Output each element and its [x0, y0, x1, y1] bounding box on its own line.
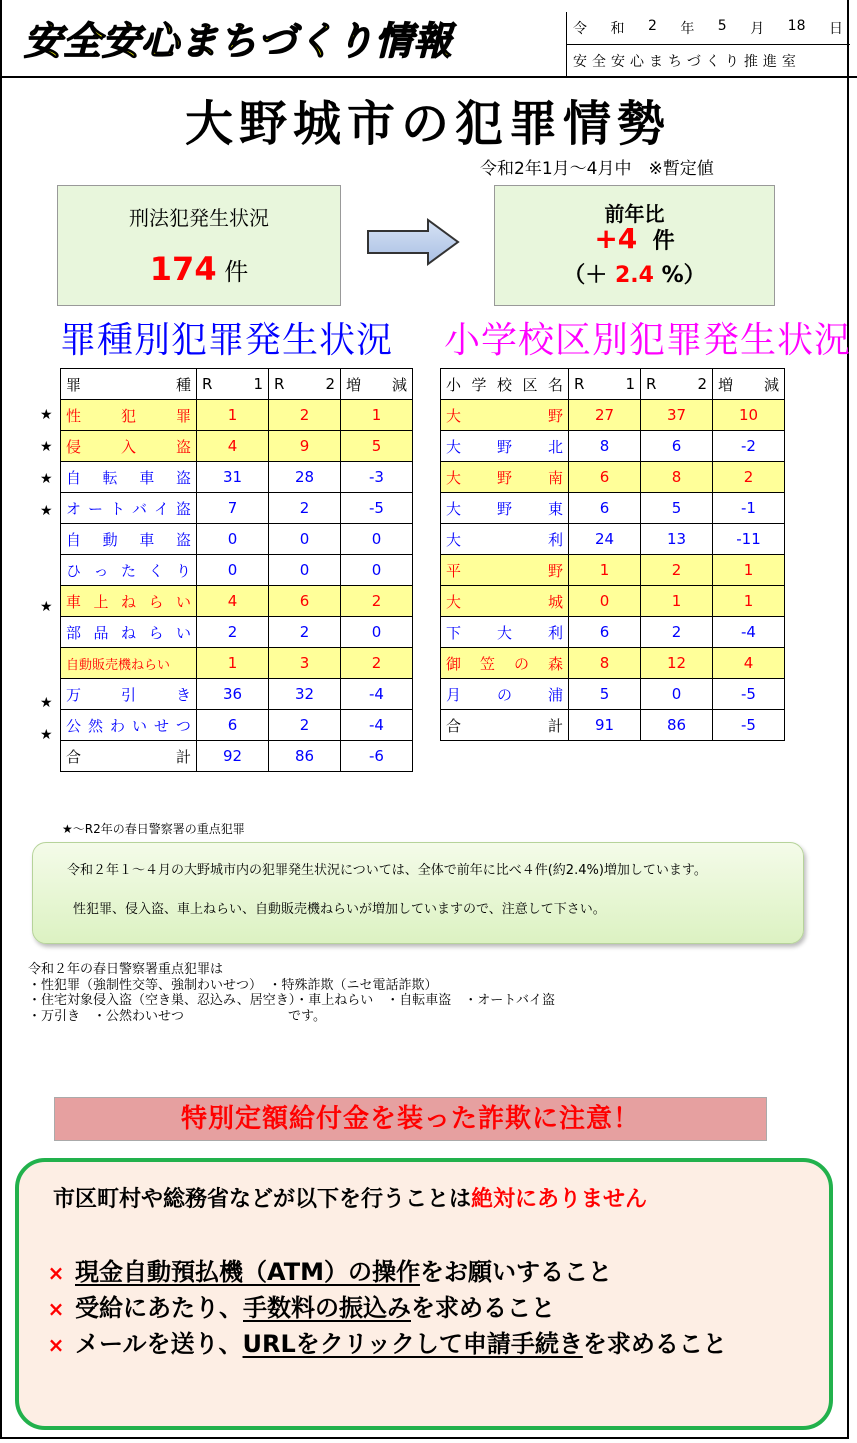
- crime-diff-cell: 1: [341, 400, 413, 431]
- school-diff-cell: -1: [713, 493, 785, 524]
- table-row: [441, 679, 785, 710]
- crime-diff-cell: -4: [341, 679, 413, 710]
- school-r2-cell: 1: [641, 586, 713, 617]
- school-r2-cell: 8: [641, 462, 713, 493]
- crime-r1-cell: 7: [197, 493, 269, 524]
- date-part: 日: [828, 21, 843, 37]
- fraud-notice-box: [15, 1158, 833, 1430]
- date-part: 年: [680, 21, 695, 37]
- org-name: 安全安心まちづくり推進室: [573, 54, 801, 70]
- school-r1-cell: 6: [569, 462, 641, 493]
- school-name-cell: 大 野 東: [441, 493, 569, 524]
- crime-header-cell: R 1: [197, 369, 269, 400]
- school-r2-cell: 13: [641, 524, 713, 555]
- header-divider: [0, 76, 857, 78]
- fraud-notice-heading: [53, 1182, 647, 1213]
- crime-diff-cell: 2: [341, 586, 413, 617]
- crime-r2-cell: 6: [269, 586, 341, 617]
- crime-name-cell: 自 動 車 盗: [61, 524, 197, 555]
- table-row: [61, 586, 413, 617]
- crime-r2-cell: 9: [269, 431, 341, 462]
- school-diff-cell: -4: [713, 617, 785, 648]
- star-icon: ★: [40, 439, 53, 455]
- date-part: 令: [573, 21, 587, 37]
- page-title: 大野城市の犯罪情勢: [184, 96, 671, 152]
- star-icon: ★: [40, 503, 53, 519]
- crime-diff-cell: 2: [341, 648, 413, 679]
- school-r2-cell: 37: [641, 400, 713, 431]
- crime-diff-cell: 0: [341, 524, 413, 555]
- fraud-item: × メールを送り、URLをクリックして申請手続きを求めること: [37, 1324, 727, 1359]
- school-diff-cell: 10: [713, 400, 785, 431]
- crime-header-cell: 罪 種: [61, 369, 197, 400]
- table-row: [441, 648, 785, 679]
- school-r1-cell: 0: [569, 586, 641, 617]
- crime-header-cell: R 2: [269, 369, 341, 400]
- school-header-cell: 増 減: [713, 369, 785, 400]
- crime-r1-cell: 4: [197, 431, 269, 462]
- school-r1-cell: 24: [569, 524, 641, 555]
- school-r2-cell: 2: [641, 617, 713, 648]
- school-r1-cell: 5: [569, 679, 641, 710]
- summary-note-box: [32, 842, 804, 944]
- crime-name-cell: 車 上 ね ら い: [61, 586, 197, 617]
- crime-r1-cell: 4: [197, 586, 269, 617]
- table-row: [441, 493, 785, 524]
- table-row: [61, 462, 413, 493]
- table-row: [61, 617, 413, 648]
- header-title: 安全安心まちづくり情報: [24, 19, 453, 63]
- table-row: [61, 524, 413, 555]
- yoy-percent-value: 2.4: [614, 263, 654, 288]
- crime-r1-cell: 92: [197, 741, 269, 772]
- table-row: [61, 400, 413, 431]
- crime-r1-cell: 2: [197, 617, 269, 648]
- crime-total-row: [61, 741, 413, 772]
- crime-r1-cell: 1: [197, 648, 269, 679]
- crime-diff-cell: -6: [341, 741, 413, 772]
- cross-icon: ×: [47, 1261, 65, 1285]
- school-total-row: [441, 710, 785, 741]
- crime-r2-cell: 28: [269, 462, 341, 493]
- school-header-cell: 小 学 校 区 名: [441, 369, 569, 400]
- total-crimes-box: [57, 185, 341, 306]
- star-icon: ★: [40, 599, 53, 615]
- school-name-cell: 大 利: [441, 524, 569, 555]
- crime-type-heading: 罪種別犯罪発生状況: [60, 320, 394, 361]
- crime-type-table: [60, 368, 413, 772]
- date-part: 5: [717, 18, 727, 34]
- note-line-1: 令和２年１～４月の大野城市内の犯罪発生状況については、全体で前年に比べ４件(約2.4%)増加しています。: [67, 863, 707, 878]
- school-diff-cell: 4: [713, 648, 785, 679]
- crime-r1-cell: 1: [197, 400, 269, 431]
- school-name-cell: 合 計: [441, 710, 569, 741]
- star-icon: ★: [40, 695, 53, 711]
- crime-r2-cell: 3: [269, 648, 341, 679]
- crime-r1-cell: 6: [197, 710, 269, 741]
- table-row: [61, 648, 413, 679]
- school-r2-cell: 0: [641, 679, 713, 710]
- crime-r2-cell: 0: [269, 555, 341, 586]
- fraud-item: × 現金自動預払機（ATM）の操作をお願いすること: [37, 1252, 612, 1287]
- crime-r2-cell: 0: [269, 524, 341, 555]
- table-row: [441, 524, 785, 555]
- crime-name-cell: 自 転 車 盗: [61, 462, 197, 493]
- yoy-percent: [495, 258, 774, 289]
- school-diff-cell: 1: [713, 586, 785, 617]
- crime-r1-cell: 36: [197, 679, 269, 710]
- cross-icon: ×: [47, 1333, 65, 1357]
- yoy-diff-value: +4: [594, 222, 638, 255]
- school-r2-cell: 5: [641, 493, 713, 524]
- crime-name-cell: 性 犯 罪: [61, 400, 197, 431]
- table-row: [441, 462, 785, 493]
- crime-diff-cell: 0: [341, 555, 413, 586]
- school-name-cell: 大 野: [441, 400, 569, 431]
- table-row: [61, 679, 413, 710]
- total-crimes-unit: 件: [224, 258, 249, 286]
- table-row: [441, 586, 785, 617]
- school-r1-cell: 6: [569, 617, 641, 648]
- table-row: [61, 555, 413, 586]
- header-date: [567, 12, 850, 45]
- crime-name-cell: 自動販売機ねらい: [61, 648, 197, 679]
- period-label: 令和2年1月～4月中 ※暫定値: [480, 159, 714, 179]
- fraud-heading-emphasis: 絶対にありません: [471, 1187, 648, 1212]
- crime-name-cell: 合 計: [61, 741, 197, 772]
- star-footnote: ★～R2年の春日警察署の重点犯罪: [62, 822, 245, 836]
- crime-diff-cell: -5: [341, 493, 413, 524]
- crime-diff-cell: -4: [341, 710, 413, 741]
- school-name-cell: 下 大 利: [441, 617, 569, 648]
- star-icon: ★: [40, 471, 53, 487]
- school-r1-cell: 27: [569, 400, 641, 431]
- table-row: [441, 431, 785, 462]
- crime-diff-cell: -3: [341, 462, 413, 493]
- school-district-heading: 小学校区別犯罪発生状況: [444, 320, 852, 361]
- fraud-heading-text: 市区町村や総務省などが以下を行うことは: [53, 1187, 472, 1212]
- school-header-cell: R 1: [569, 369, 641, 400]
- crime-name-cell: 侵 入 盗: [61, 431, 197, 462]
- school-r2-cell: 86: [641, 710, 713, 741]
- crime-r2-cell: 2: [269, 400, 341, 431]
- crime-r1-cell: 31: [197, 462, 269, 493]
- table-row: [61, 710, 413, 741]
- school-diff-cell: 2: [713, 462, 785, 493]
- header-info-box: [566, 12, 850, 78]
- total-crimes-value: [58, 250, 340, 288]
- date-part: 2: [647, 18, 657, 34]
- table-row: [61, 493, 413, 524]
- date-part: 月: [750, 21, 765, 37]
- crime-name-cell: ひ っ た く り: [61, 555, 197, 586]
- fraud-warning-banner: 特別定額給付金を装った詐欺に注意！: [54, 1097, 767, 1141]
- star-icon: ★: [40, 407, 53, 423]
- crime-name-cell: オ ー ト バ イ 盗: [61, 493, 197, 524]
- crime-name-cell: 万 引 き: [61, 679, 197, 710]
- school-diff-cell: 1: [713, 555, 785, 586]
- crime-r2-cell: 86: [269, 741, 341, 772]
- date-part: 和: [610, 21, 625, 37]
- table-row: [441, 555, 785, 586]
- school-r2-cell: 12: [641, 648, 713, 679]
- school-r2-cell: 6: [641, 431, 713, 462]
- school-header-cell: R 2: [641, 369, 713, 400]
- school-r1-cell: 8: [569, 648, 641, 679]
- school-diff-cell: -11: [713, 524, 785, 555]
- school-r1-cell: 91: [569, 710, 641, 741]
- yoy-percent-close: %）: [661, 263, 706, 288]
- school-diff-cell: -2: [713, 431, 785, 462]
- school-name-cell: 月 の 浦: [441, 679, 569, 710]
- yoy-label: 前年比: [604, 202, 665, 226]
- crime-name-cell: 公 然 わ い せ つ: [61, 710, 197, 741]
- right-arrow-icon: [366, 218, 460, 266]
- crime-r2-cell: 2: [269, 617, 341, 648]
- school-name-cell: 大 野 北: [441, 431, 569, 462]
- school-diff-cell: -5: [713, 679, 785, 710]
- crime-r2-cell: 2: [269, 493, 341, 524]
- table-row: [61, 431, 413, 462]
- school-r1-cell: 8: [569, 431, 641, 462]
- school-name-cell: 平 野: [441, 555, 569, 586]
- school-r2-cell: 2: [641, 555, 713, 586]
- note-line-2: 性犯罪、侵入盗、車上ねらい、自動販売機ねらいが増加していますので、注意して下さい。: [73, 902, 606, 917]
- yoy-percent-open: （＋: [563, 263, 608, 288]
- yoy-diff-unit: 件: [652, 229, 675, 254]
- school-district-table: [440, 368, 785, 741]
- crime-header-cell: 増 減: [341, 369, 413, 400]
- total-crimes-label: 刑法犯発生状況: [129, 206, 269, 230]
- school-name-cell: 大 城: [441, 586, 569, 617]
- table-row: [441, 617, 785, 648]
- total-crimes-count: 174: [149, 250, 217, 288]
- crime-header-row: [61, 369, 413, 400]
- cross-icon: ×: [47, 1297, 65, 1321]
- yoy-box: [494, 185, 775, 306]
- yoy-diff: [495, 222, 774, 255]
- header-org: [567, 45, 850, 77]
- crime-diff-cell: 5: [341, 431, 413, 462]
- star-icon: ★: [40, 727, 53, 743]
- crime-r1-cell: 0: [197, 555, 269, 586]
- school-name-cell: 御 笠 の 森: [441, 648, 569, 679]
- school-r1-cell: 6: [569, 493, 641, 524]
- table-row: [441, 400, 785, 431]
- crime-r1-cell: 0: [197, 524, 269, 555]
- school-r1-cell: 1: [569, 555, 641, 586]
- crime-r2-cell: 2: [269, 710, 341, 741]
- school-diff-cell: -5: [713, 710, 785, 741]
- crime-name-cell: 部 品 ね ら い: [61, 617, 197, 648]
- focus-crimes-list: 令和２年の春日警察署重点犯罪は ・性犯罪（強制性交等、強制わいせつ） ・特殊詐欺（ニセ電話詐欺） ・住宅対象侵入盗（空き巣、忍込み、居空き）・車上ねらい ・自転車盗 ・オートバイ盗 ・万引き ・公然わいせつ です。: [28, 962, 556, 1024]
- date-part: 18: [787, 18, 806, 34]
- school-header-row: [441, 369, 785, 400]
- fraud-item: × 受給にあたり、手数料の振込みを求めること: [37, 1288, 555, 1323]
- school-name-cell: 大 野 南: [441, 462, 569, 493]
- crime-r2-cell: 32: [269, 679, 341, 710]
- crime-diff-cell: 0: [341, 617, 413, 648]
